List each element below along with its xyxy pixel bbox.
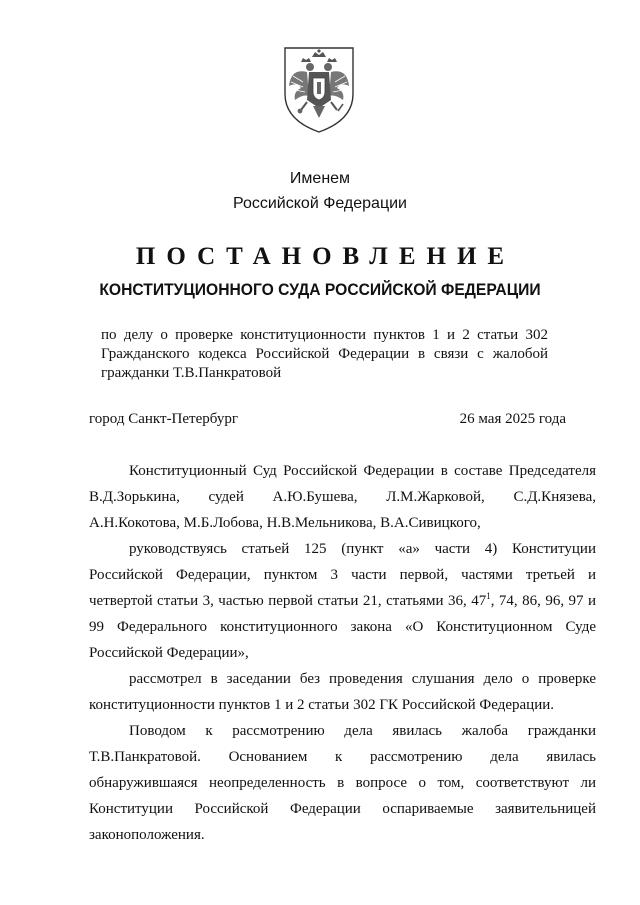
header-line-1: Именем	[289, 170, 351, 187]
paragraph-legal-basis	[89, 536, 596, 666]
text-line-with-superscript	[89, 588, 596, 614]
coat-of-arms-icon	[279, 42, 359, 134]
text-line: А.Н.Кокотова, М.Б.Лобова, Н.В.Мельникова, В.А.Сивицкого,	[89, 515, 481, 531]
text-line: конституционности пунктов 1 и 2 статьи 302 ГК Российской Федерации.	[89, 697, 555, 713]
text-line: законоположения.	[89, 827, 205, 843]
text-line: Конституции Российской Федерации оспариваемые заявительницей	[89, 801, 596, 817]
superscript: 1	[486, 591, 491, 601]
document-subtitle: КОНСТИТУЦИОННОГО СУДА РОССИЙСКОЙ ФЕДЕРАЦИИ	[99, 280, 541, 299]
document-title: ПОСТАНОВЛЕНИЕ	[135, 243, 516, 270]
paragraph-composition	[89, 458, 596, 536]
text-line: Конституционный Суд Российской Федерации в составе Председателя	[129, 463, 596, 479]
text-line: Т.В.Панкратовой. Основанием к рассмотрению дела явилась	[89, 749, 596, 765]
case-line: по делу о проверке конституционности пунктов 1 и 2 статьи 302	[101, 327, 548, 343]
text-line: рассмотрел в заседании без проведения слушания дело о проверке	[129, 671, 596, 687]
header-line-2: Российской Федерации	[233, 195, 407, 212]
text-line: Поводом к рассмотрению дела явилась жалоба гражданки	[129, 723, 596, 739]
case-description	[101, 326, 548, 383]
text-fragment: , 74, 86, 96, 97 и	[490, 593, 596, 609]
text-line: Российской Федерации»,	[89, 645, 249, 661]
place: город Санкт-Петербург	[89, 411, 238, 427]
text-line: руководствуясь статьей 125 (пункт «а» части 4) Конституции	[129, 541, 596, 557]
paragraph-grounds	[89, 718, 596, 848]
text-fragment: четвертой статьи 3, частью первой статьи 21, статьями 36, 47	[89, 593, 487, 609]
text-line: обнаружившаяся неопределенность в вопросе о том, соответствуют ли	[89, 775, 596, 791]
text-line: В.Д.Зорькина, судей А.Ю.Бушева, Л.М.Жарковой, С.Д.Князева,	[89, 489, 596, 505]
text-line: Российской Федерации, пунктом 3 части первой, частями третьей и	[89, 567, 596, 583]
case-line: гражданки Т.В.Панкратовой	[101, 365, 282, 381]
date: 26 мая 2025 года	[459, 411, 566, 427]
paragraph-review	[89, 666, 596, 718]
case-line: Гражданского кодекса Российской Федерации в связи с жалобой	[101, 346, 548, 362]
text-line: 99 Федерального конституционного закона «О Конституционном Суде	[89, 619, 596, 635]
